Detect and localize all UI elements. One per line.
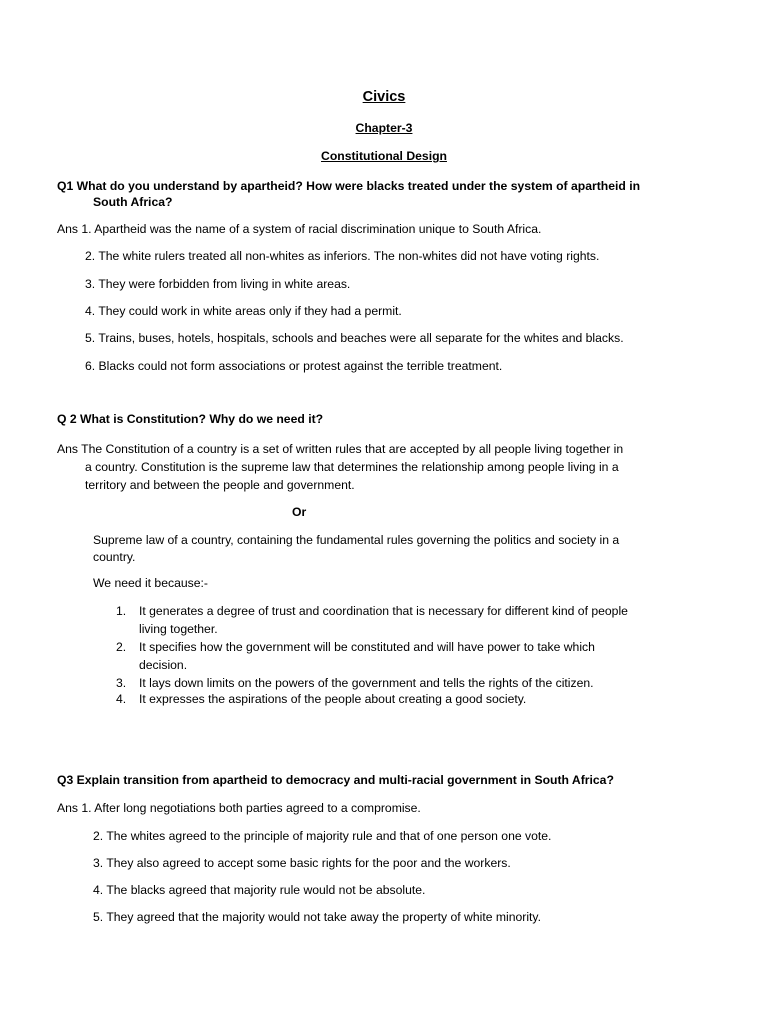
subject-title: Civics [362, 89, 406, 105]
or-separator: Or [292, 505, 307, 519]
q2-alt-line: country. [93, 550, 136, 564]
reason-text: It specifies how the government will be constituted and will have power to take which [139, 640, 595, 654]
q2-alt-line: Supreme law of a country, containing the fundamental rules governing the politics and society in a [93, 533, 620, 547]
q2-answer-line: Ans The Constitution of a country is a set of written rules that are accepted by all people living together in [57, 442, 624, 456]
q3-answer-point: 5. They agreed that the majority would not take away the property of white minority. [93, 910, 542, 924]
q1-answer-point: 2. The white rulers treated all non-whites as inferiors. The non-whites did not have voting rights. [85, 249, 600, 263]
reason-number: 4. [116, 692, 127, 706]
reason-text: living together. [139, 622, 218, 636]
q1-question-line1: Q1 What do you understand by apartheid? How were blacks treated under the system of apartheid in [57, 179, 641, 193]
q3-question: Q3 Explain transition from apartheid to democracy and multi-racial government in South Africa? [57, 773, 614, 787]
reason-text: decision. [139, 658, 188, 672]
reason-number: 2. [116, 640, 127, 654]
q2-answer-line: a country. Constitution is the supreme law that determines the relationship among people living in a [85, 460, 619, 474]
reason-text: It lays down limits on the powers of the government and tells the rights of the citizen. [139, 676, 594, 690]
q1-answer-point: 4. They could work in white areas only if they had a permit. [85, 304, 402, 318]
q3-answer-point: 2. The whites agreed to the principle of majority rule and that of one person one vote. [93, 829, 552, 843]
need-intro: We need it because:- [93, 576, 208, 590]
reason-number: 1. [116, 604, 127, 618]
q1-answer-point: 6. Blacks could not form associations or protest against the terrible treatment. [85, 359, 503, 373]
q1-answer-point: 5. Trains, buses, hotels, hospitals, schools and beaches were all separate for the whites and blacks. [85, 331, 624, 345]
topic-heading: Constitutional Design [321, 149, 447, 163]
q3-answer-point: 4. The blacks agreed that majority rule would not be absolute. [93, 883, 426, 897]
q2-question: Q 2 What is Constitution? Why do we need it? [57, 412, 324, 426]
q3-answer-point: Ans 1. After long negotiations both parties agreed to a compromise. [57, 801, 421, 815]
q2-answer-line: territory and between the people and government. [85, 478, 355, 492]
chapter-heading: Chapter-3 [355, 121, 413, 135]
reason-text: It generates a degree of trust and coordination that is necessary for different kind of people [139, 604, 628, 618]
reason-number: 3. [116, 676, 127, 690]
q1-answer-point: 3. They were forbidden from living in white areas. [85, 277, 351, 291]
reason-text: It expresses the aspirations of the people about creating a good society. [139, 692, 527, 706]
q1-answer-point: Ans 1. Apartheid was the name of a system of racial discrimination unique to South Africa. [57, 222, 542, 236]
q3-answer-point: 3. They also agreed to accept some basic rights for the poor and the workers. [93, 856, 511, 870]
q1-question-line2: South Africa? [93, 195, 173, 209]
